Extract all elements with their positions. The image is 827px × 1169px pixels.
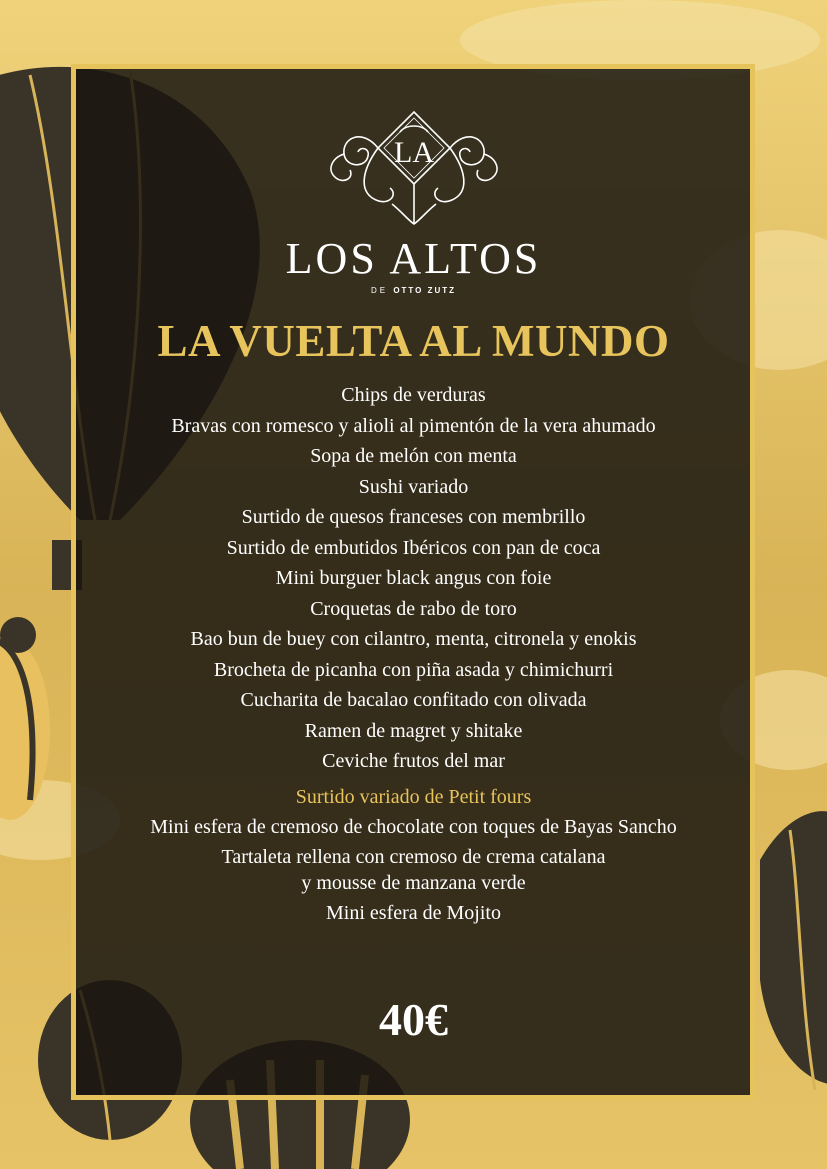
logo-monogram-text: LA (394, 136, 434, 169)
brand-subtitle-prefix: DE (370, 286, 389, 295)
menu-price: 40€ (379, 994, 448, 1045)
menu-item: Ceviche frutos del mar (322, 750, 505, 772)
dessert-items-list (90, 814, 737, 930)
menu-item: Ramen de magret y shitake (304, 719, 523, 742)
menu-item: Bao bun de buey con cilantro, menta, citronela y enokis (190, 628, 637, 650)
dessert-item (90, 814, 737, 840)
dessert-item (90, 900, 737, 926)
menu-item: Brocheta de picanha con piña asada y chimichurri (213, 658, 614, 681)
menu-item: Mini burguer black angus con foie (275, 567, 552, 589)
dessert-item (90, 844, 737, 896)
menu-items-list (90, 380, 737, 777)
menu-item: Bravas con romesco y alioli al pimentón de la vera ahumado (171, 414, 656, 437)
menu-item: Sushi variado (358, 475, 469, 498)
dessert-item-line: Mini esfera de Mojito (326, 902, 501, 924)
dessert-item-line: Mini esfera de cremoso de chocolate con toques de Bayas Sancho (150, 816, 677, 838)
dessert-section-title: Surtido variado de Petit fours (295, 786, 532, 808)
los-altos-monogram-logo (322, 108, 506, 228)
brand-name: LOS ALTOS (285, 234, 542, 283)
brand-subtitle-name: OTTO ZUTZ (393, 286, 457, 295)
dessert-item-line: Tartaleta rellena con cremoso de crema catalana (221, 846, 606, 868)
menu-item: Croquetas de rabo de toro (310, 597, 517, 620)
menu-item: Cucharita de bacalao confitado con olivada (240, 689, 587, 711)
menu-item: Sopa de melón con menta (310, 445, 517, 467)
brand-subtitle (0, 286, 827, 296)
menu-item: Surtido de quesos franceses con membrillo (241, 506, 586, 528)
menu-item: Chips de verduras (341, 384, 486, 406)
dessert-item-line: y mousse de manzana verde (301, 872, 526, 894)
menu-title: LA VUELTA AL MUNDO (157, 316, 670, 366)
menu-item: Surtido de embutidos Ibéricos con pan de coca (226, 536, 601, 559)
